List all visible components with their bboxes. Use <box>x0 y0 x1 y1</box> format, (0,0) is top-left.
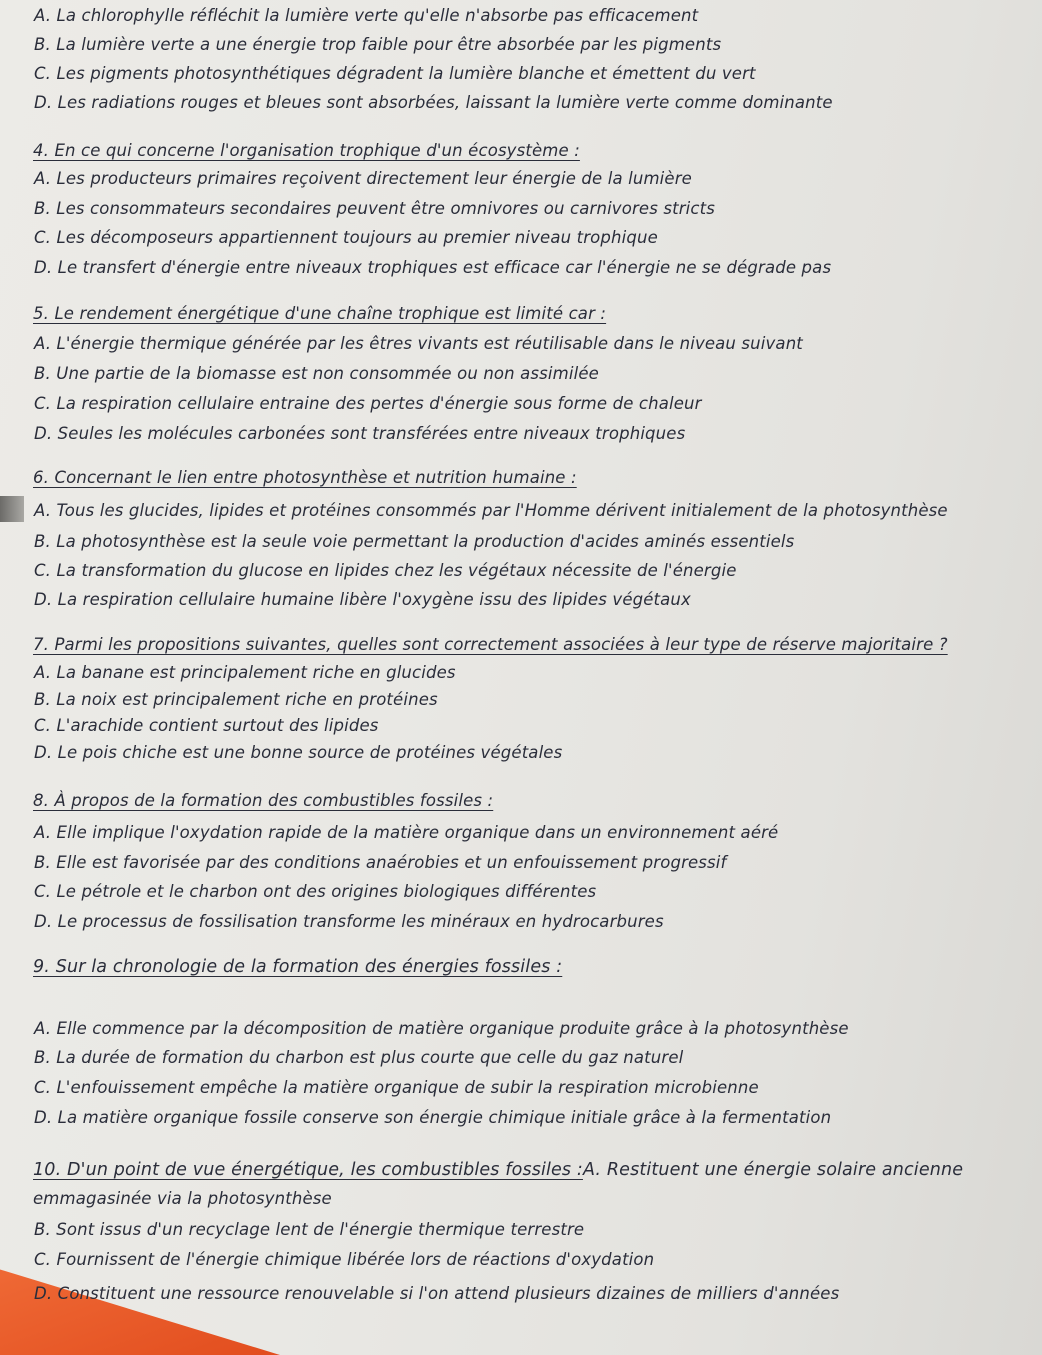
q9-option-a: A. Elle commence par la décomposition de matière organique produite grâce à la photosynthèse <box>34 1019 849 1038</box>
q7-option-a: A. La banane est principalement riche en glucides <box>34 663 456 682</box>
q10-question: 10. D'un point de vue énergétique, les combustibles fossiles : <box>33 1160 583 1180</box>
paper-edge-shadow <box>0 496 24 522</box>
q6-option-c: C. La transformation du glucose en lipides chez les végétaux nécessite de l'énergie <box>34 561 737 580</box>
q6-option-b: B. La photosynthèse est la seule voie permettant la production d'acides aminés essentiels <box>34 532 795 551</box>
q6-question: 6. Concernant le lien entre photosynthèse et nutrition humaine : <box>33 468 577 487</box>
q8-option-c: C. Le pétrole et le charbon ont des origines biologiques différentes <box>34 882 597 901</box>
q6-option-d: D. La respiration cellulaire humaine libère l'oxygène issu des lipides végétaux <box>34 590 691 609</box>
q5-option-b: B. Une partie de la biomasse est non consommée ou non assimilée <box>34 364 599 383</box>
q9-question: 9. Sur la chronologie de la formation des énergies fossiles : <box>33 957 563 977</box>
q5-option-c: C. La respiration cellulaire entraine des pertes d'énergie sous forme de chaleur <box>34 394 702 413</box>
q10-option-d: D. Constituent une ressource renouvelable si l'on attend plusieurs dizaines de milliers d'années <box>34 1284 840 1303</box>
q4-option-c: C. Les décomposeurs appartiennent toujours au premier niveau trophique <box>34 228 658 247</box>
q9-option-d: D. La matière organique fossile conserve son énergie chimique initiale grâce à la fermentation <box>34 1108 832 1127</box>
q8-question: 8. À propos de la formation des combustibles fossiles : <box>33 791 494 810</box>
q5-question: 5. Le rendement énergétique d'une chaîne trophique est limité car : <box>33 304 607 323</box>
q10-option-b: B. Sont issus d'un recyclage lent de l'énergie thermique terrestre <box>34 1220 585 1239</box>
q5-option-a: A. L'énergie thermique générée par les êtres vivants est réutilisable dans le niveau suivant <box>34 334 803 353</box>
q7-question: 7. Parmi les propositions suivantes, quelles sont correctement associées à leur type de réserve majoritaire ? <box>33 635 948 654</box>
q3-option-b: B. La lumière verte a une énergie trop faible pour être absorbée par les pigments <box>34 35 722 54</box>
q7-option-c: C. L'arachide contient surtout des lipides <box>34 716 379 735</box>
q7-option-b: B. La noix est principalement riche en protéines <box>34 690 438 709</box>
q6-option-a: A. Tous les glucides, lipides et protéines consommés par l'Homme dérivent initialement de la photosynthèse <box>34 501 948 520</box>
q9-option-b: B. La durée de formation du charbon est plus courte que celle du gaz naturel <box>34 1048 684 1067</box>
q3-option-a: A. La chlorophylle réfléchit la lumière verte qu'elle n'absorbe pas efficacement <box>34 6 699 25</box>
q3-option-c: C. Les pigments photosynthétiques dégradent la lumière blanche et émettent du vert <box>34 64 756 83</box>
q4-question: 4. En ce qui concerne l'organisation trophique d'un écosystème : <box>33 141 580 160</box>
q4-option-d: D. Le transfert d'énergie entre niveaux trophiques est efficace car l'énergie ne se dégrade pas <box>34 258 832 277</box>
q8-option-b: B. Elle est favorisée par des conditions anaérobies et un enfouissement progressif <box>34 853 727 872</box>
q7-option-d: D. Le pois chiche est une bonne source de protéines végétales <box>34 743 563 762</box>
q10-option-a-start: A. Restituent une énergie solaire ancienne <box>582 1160 964 1180</box>
q8-option-a: A. Elle implique l'oxydation rapide de la matière organique dans un environnement aéré <box>34 823 779 842</box>
q9-option-c: C. L'enfouissement empêche la matière organique de subir la respiration microbienne <box>34 1078 759 1097</box>
q5-option-d: D. Seules les molécules carbonées sont transférées entre niveaux trophiques <box>34 424 686 443</box>
q10-option-a-continuation: emmagasinée via la photosynthèse <box>33 1189 332 1208</box>
q10-first-line <box>33 1162 963 1180</box>
orange-background-corner <box>0 1262 280 1355</box>
q10-option-c: C. Fournissent de l'énergie chimique libérée lors de réactions d'oxydation <box>34 1250 655 1269</box>
q4-option-a: A. Les producteurs primaires reçoivent directement leur énergie de la lumière <box>34 169 692 188</box>
q3-option-d: D. Les radiations rouges et bleues sont absorbées, laissant la lumière verte comme dominante <box>34 93 833 112</box>
q8-option-d: D. Le processus de fossilisation transforme les minéraux en hydrocarbures <box>34 912 664 931</box>
q4-option-b: B. Les consommateurs secondaires peuvent être omnivores ou carnivores stricts <box>34 199 715 218</box>
